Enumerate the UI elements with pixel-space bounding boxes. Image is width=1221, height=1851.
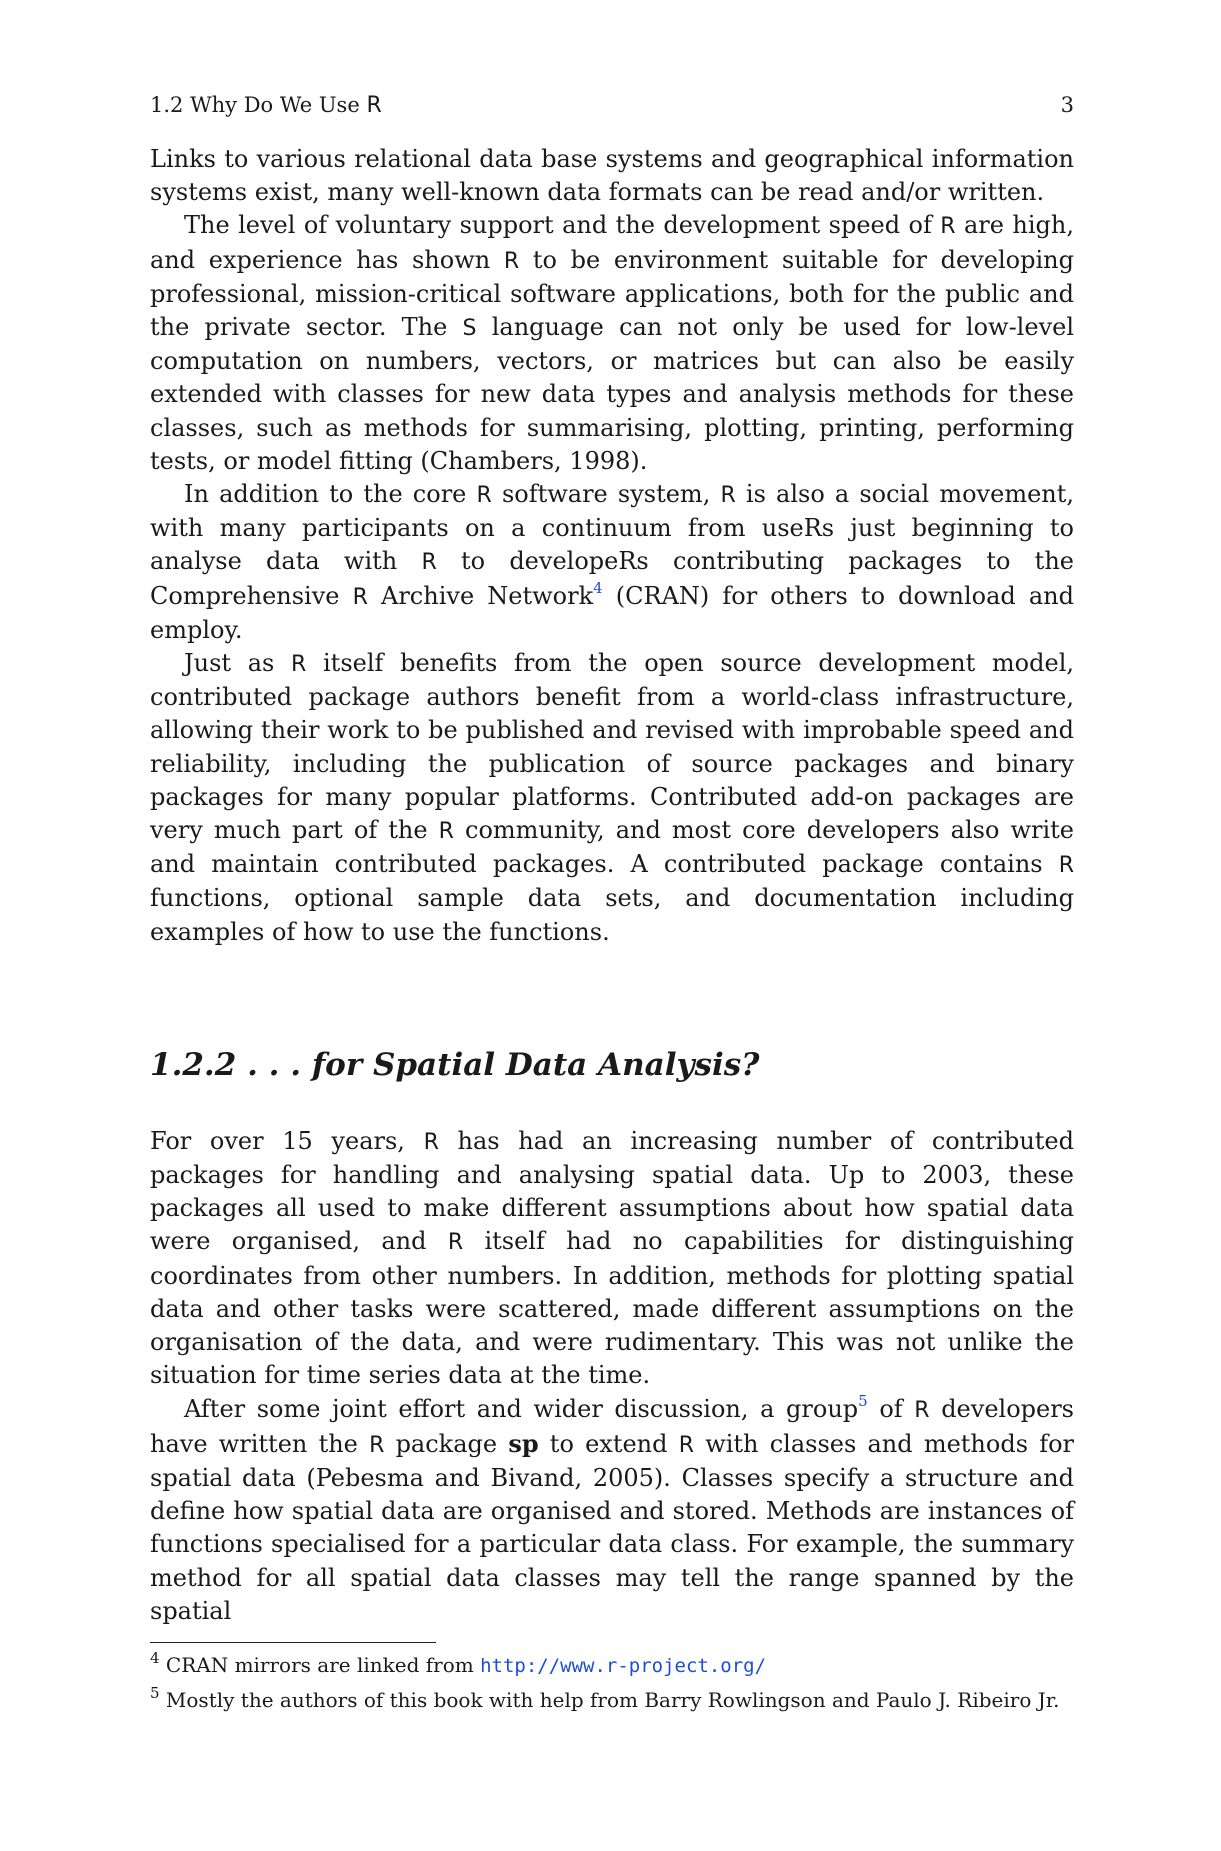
paragraph: Links to various relational data base systems and geographical information systems exist, many well-known data formats can be read and/or written. <box>150 145 1074 207</box>
running-head-section: 1.2 Why Do We Use R <box>150 93 382 118</box>
footnote-4: $^4$ CRAN mirrors are linked from http://www.r-project.org/ <box>150 1648 767 1677</box>
paragraph: For over 15 years, R has had an increasing number of contributed packages for handling and analysing spatial data. Up to 2003, these packages all used to make different assumptions about how spatial data were organised, and R itself had no capabilities for distinguishing coordinates from other numbers. In addition, methods for plotting spatial data and other tasks were scattered, made different assumptions on the organisation of the data, and were rudimentary. This was not unlike the situation for time series data at the time. <box>150 1126 1074 1390</box>
footnote-ref-4[interactable]: 4 <box>593 578 603 597</box>
section-heading: 1.2.2 . . . for Spatial Data Analysis? <box>150 1046 760 1083</box>
running-head <box>150 92 1074 119</box>
paragraph: The level of voluntary support and the development speed of R are high, and experience has shown R to be environment suitable for developing professional, mission-critical software applications, both for the public and the private sector. The S language can not only be used for low-level computation on numbers, vectors, or matrices but can also be easily extended with classes for new data types and analysis methods for these classes, such as methods for summarising, plotting, printing, performing tests, or model fitting (Chambers, 1998). <box>150 211 1075 475</box>
page-number: 3 <box>1060 93 1074 117</box>
footnote-rule <box>150 1642 436 1643</box>
footnote-ref-5[interactable]: 5 <box>858 1391 868 1410</box>
cran-link[interactable]: http://www.r-project.org/ <box>480 1654 767 1677</box>
section-body-2 <box>150 1125 1074 1628</box>
footnotes <box>150 1648 1074 1714</box>
paragraph: After some joint effort and wider discussion, a group$^5$ of R developers have written the R package sp to extend R with classes and methods for spatial data (Pebesma and Bivand, 2005). Classes specify a structure and define how spatial data are organised and stored. Methods are instances of functions specialised for a particular data class. For example, the summary method for all spatial data classes may tell the range spanned by the spatial <box>150 1391 1075 1625</box>
paragraph: Just as R itself benefits from the open source development model, contributed package authors benefit from a world-class infrastructure, allowing their work to be published and revised with improbable speed and reliability, including the publication of source packages and binary packages for many popular platforms. Contributed add-on packages are very much part of the R community, and most core developers also write and maintain contributed packages. A contributed package contains R functions, optional sample data sets, and documentation including examples of how to use the functions. <box>150 649 1075 946</box>
package-name-sp: sp <box>508 1428 539 1458</box>
section-body-1 <box>150 143 1074 949</box>
footnote-5: $^5$ Mostly the authors of this book with help from Barry Rowlingson and Paulo J. Ribeiro Jr. <box>150 1683 1060 1712</box>
book-page <box>150 92 1074 1720</box>
paragraph: In addition to the core R software system, R is also a social movement, with many participants on a continuum from useRs just beginning to analyse data with R to developeRs contributing packages to the Comprehensive R Archive Network$^4$ (CRAN) for others to download and employ. <box>150 480 1075 644</box>
